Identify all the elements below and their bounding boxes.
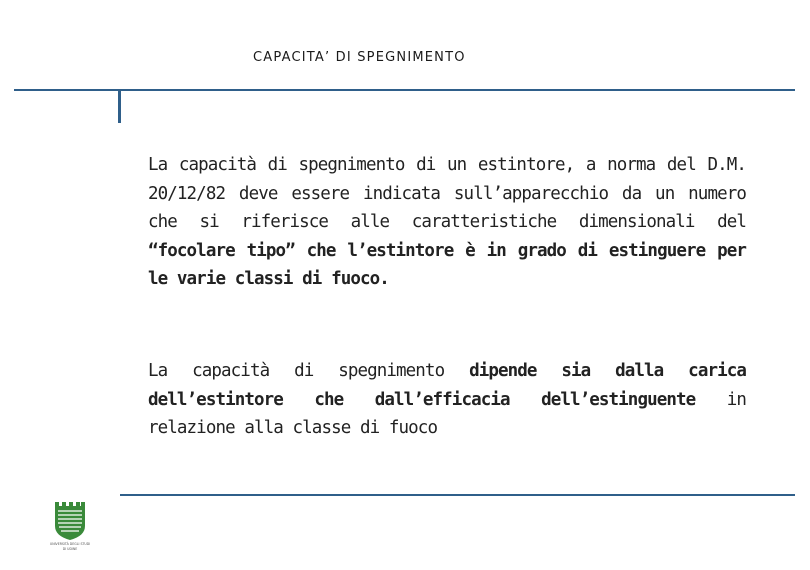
paragraph-definition-bold: “focolare tipo” che l’estintore è in grado di estinguere per le varie classi di fuoco. (148, 240, 746, 289)
university-logo (50, 500, 90, 552)
top-divider (14, 89, 795, 91)
bottom-divider (120, 494, 795, 496)
logo-caption-line2: DI UDINE (62, 547, 78, 551)
paragraph-dependence-end: in relazione alla classe di fuoco (148, 389, 746, 438)
paragraph-dependence-start: La capacità di spegnimento (148, 361, 470, 381)
paragraph-definition-text: La capacità di spegnimento di un estintore, a norma del D.M. 20/12/82 deve essere indicata sull’apparecchio da un numero che si riferisce alle caratteristiche dimensionali del (148, 155, 746, 232)
paragraph-dependence (148, 357, 746, 443)
vertical-accent (118, 91, 121, 123)
paragraph-dependence-bold: dipende sia dalla carica dell’estintore che dall’efficacia dell’estinguente (148, 361, 746, 410)
paragraph-definition (148, 151, 746, 294)
slide-title: CAPACITA’ DI SPEGNIMENTO (253, 50, 466, 65)
logo-caption-line1: UNIVERSITÀ DEGLI STUDI (50, 542, 90, 546)
